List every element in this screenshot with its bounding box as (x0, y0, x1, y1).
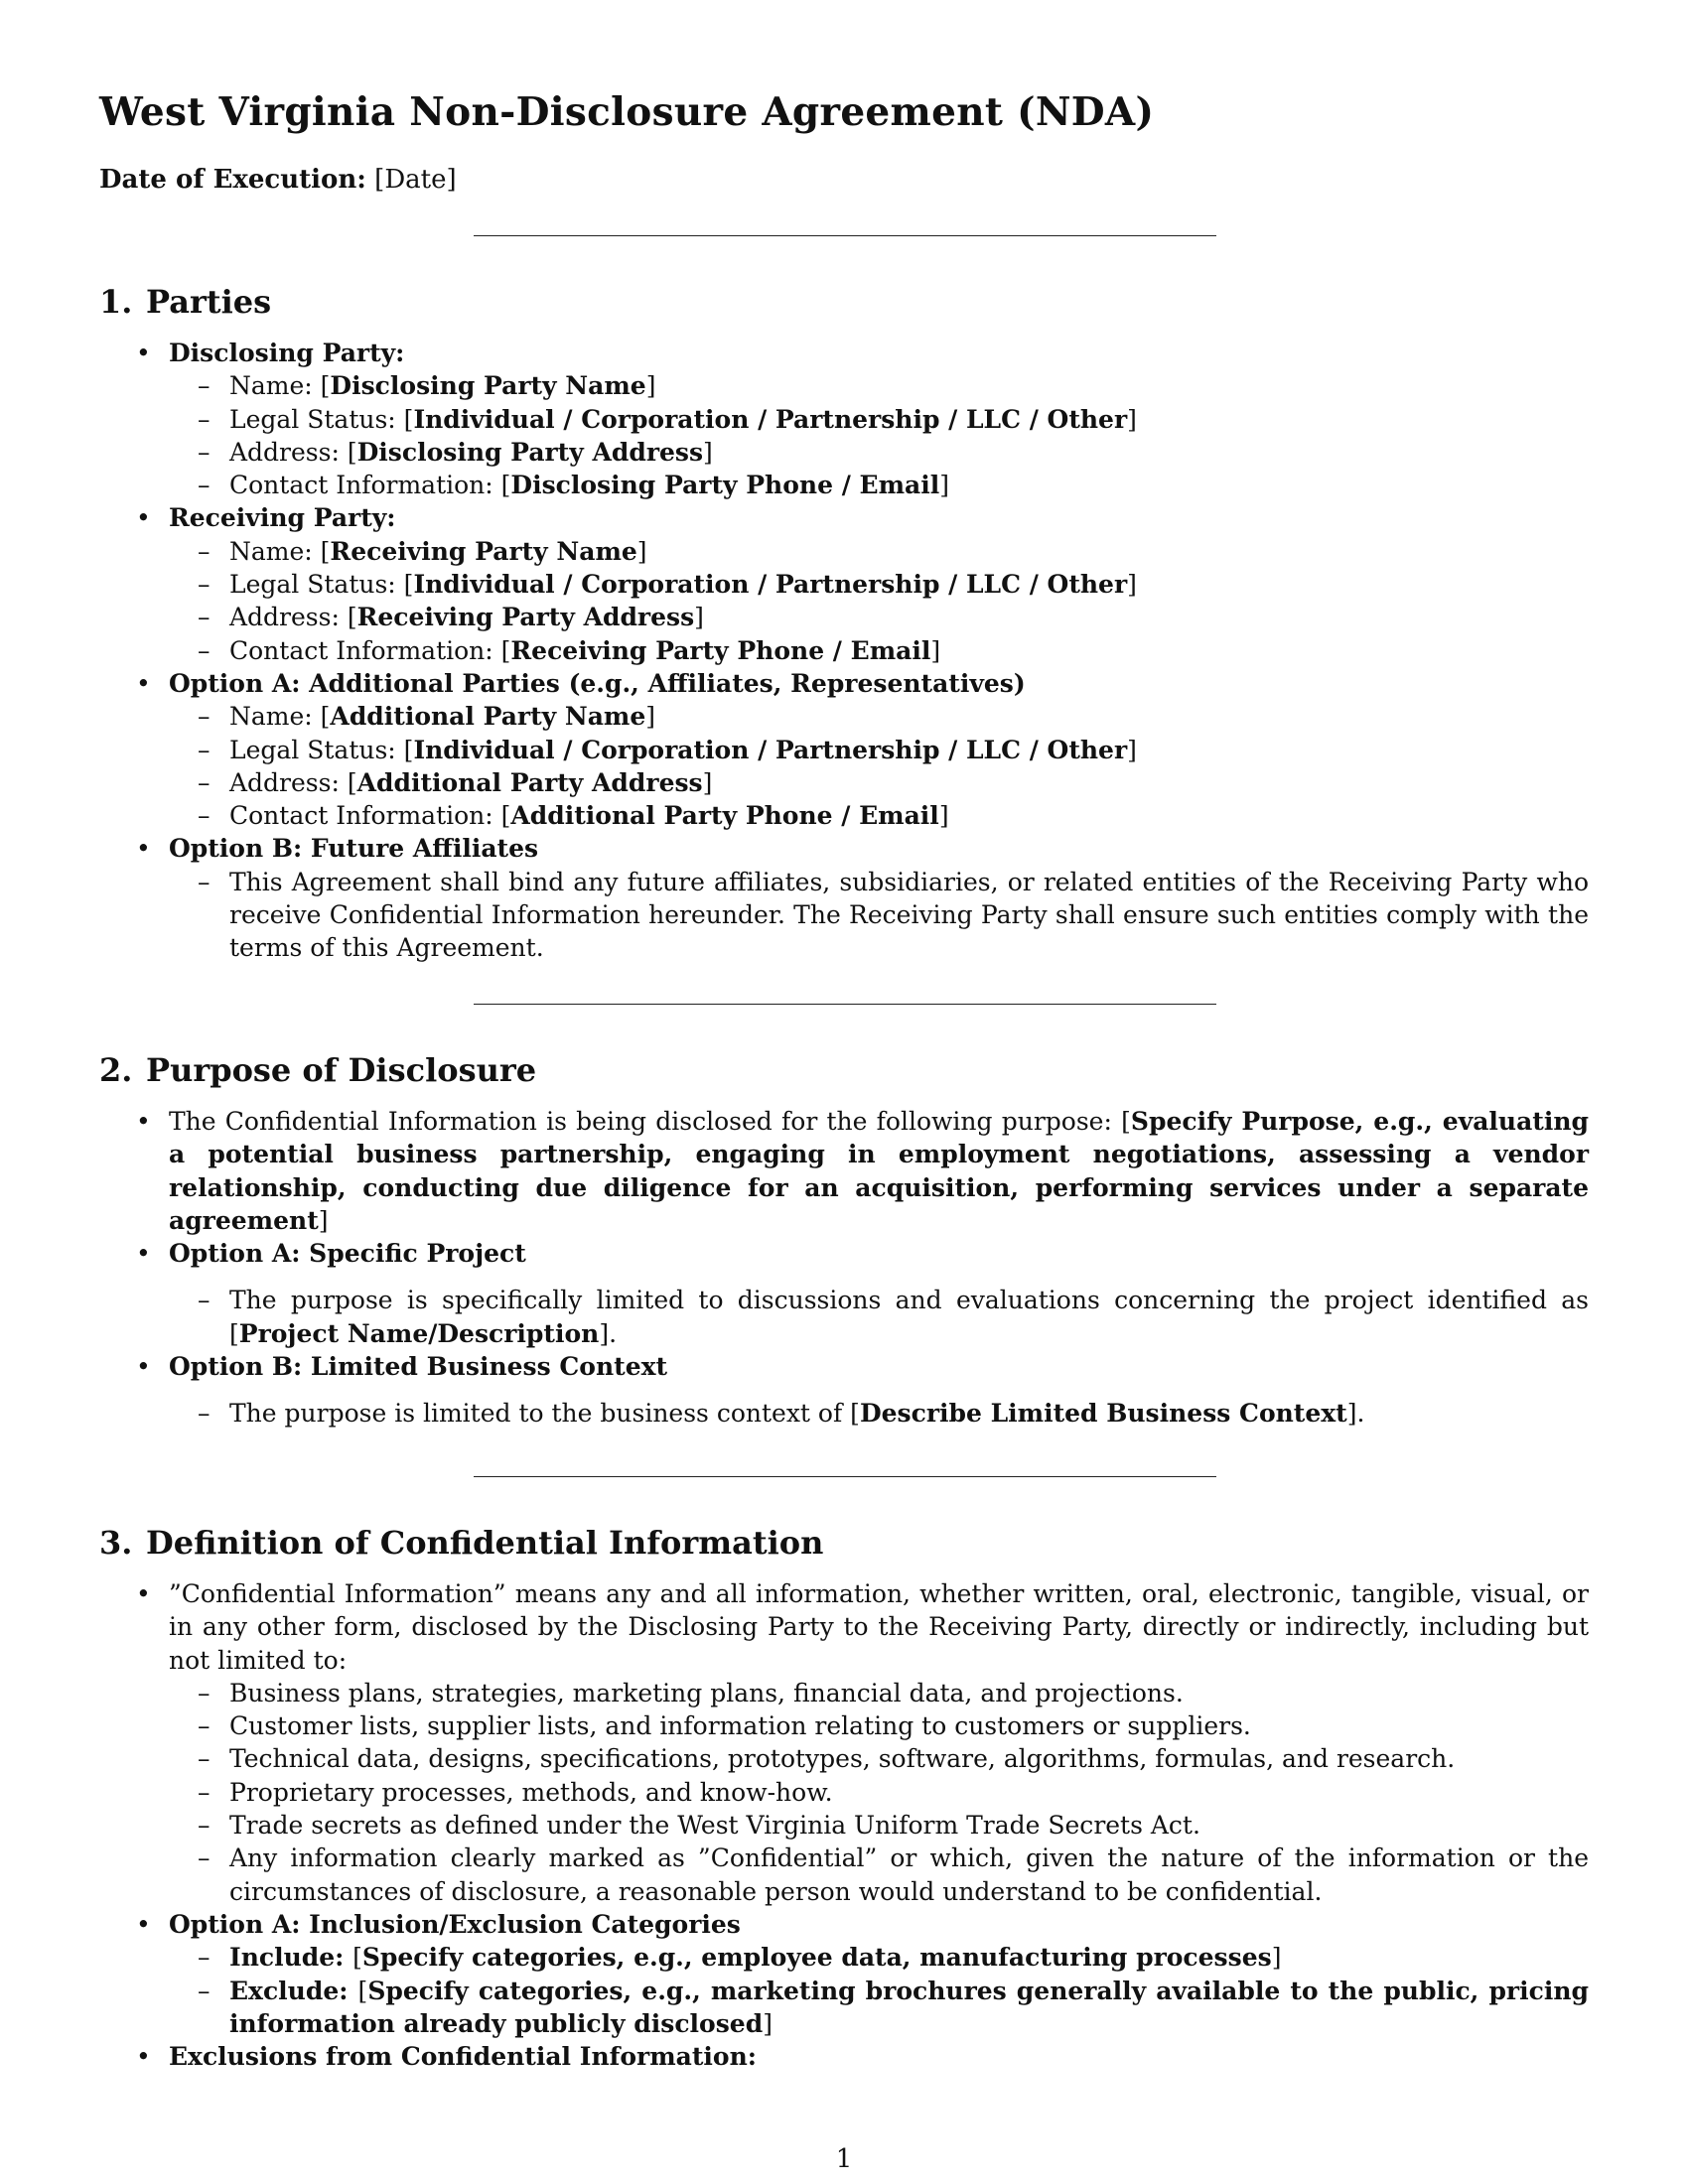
list-item: – Name: [Disclosing Party Name] (169, 369, 1589, 402)
list-item: – Address: [Disclosing Party Address] (169, 436, 1589, 469)
disclosing-party-heading: Disclosing Party: (169, 339, 405, 367)
field-value: Receiving Party Phone / Email (510, 635, 931, 665)
date-label: Date of Execution: (99, 165, 366, 195)
list-item: – Include: [Specify categories, e.g., employee data, manufacturing processes] (169, 1941, 1589, 1974)
field-label: Name: (229, 536, 321, 566)
list-item: – Proprietary processes, methods, and know-how. (169, 1776, 1589, 1809)
section-3-heading (99, 1522, 823, 1564)
field-label: Contact Information: (229, 471, 501, 500)
date-value: [Date] (374, 165, 457, 195)
list-item (0, 337, 1688, 501)
field-value: Disclosing Party Address (356, 437, 704, 467)
field-value: Additional Party Name (330, 702, 646, 732)
field-label: Name: (229, 371, 321, 401)
list-item: • The Confidential Information is being disclosed for the following purpose: [Specify Purpose, e.g., evaluating a potential business partnership, engaging in employment negotiations, assessing a vendor relationship, conducting due diligence for an acquisition, performing services under a separate agreement] (0, 1105, 1688, 1237)
sublist (169, 1677, 1589, 1908)
section-2-heading (99, 1049, 536, 1091)
field-value: Receiving Party Address (356, 603, 695, 632)
field-value: Additional Party Phone / Email (510, 801, 939, 831)
field-label: Contact Information: (229, 635, 501, 665)
include-label: Include: (229, 1943, 353, 1973)
list-item: – Legal Status: [Individual / Corporation / Partnership / LLC / Other] (169, 403, 1589, 436)
date-of-execution (99, 163, 457, 197)
field-value: Individual / Corporation / Partnership / LLC / Other (413, 570, 1128, 600)
field-label: Contact Information: (229, 801, 501, 831)
list-item: – Name: [Additional Party Name] (169, 700, 1589, 733)
sublist (169, 700, 1589, 832)
list-item (0, 1908, 1688, 2040)
option-b-heading: Option B: Limited Business Context (169, 1352, 668, 1382)
exclusions-heading: Exclusions from Confidential Information: (169, 2042, 757, 2072)
option-a-heading: Option A: Additional Parties (e.g., Affiliates, Representatives) (169, 668, 1026, 698)
list-item: – Business plans, strategies, marketing plans, financial data, and projections. (169, 1677, 1589, 1709)
purpose-value: Specify Purpose, e.g., evaluating a potential business partnership, engaging in employment negotiations, assessing a vendor relationship, conducting due diligence for an acquisition, performing services under a separate agreement (169, 1107, 1589, 1235)
list-item: – Legal Status: [Individual / Corporation / Partnership / LLC / Other] (169, 734, 1589, 766)
list-item: – Any information clearly marked as ”Confidential” or which, given the nature of the information or the circumstances of disclosure, a reasonable person would understand to be confidential. (169, 1842, 1589, 1908)
list-item: – The purpose is specifically limited to discussions and evaluations concerning the project identified as [Project Name/Description]. (169, 1284, 1589, 1350)
list-item: – Name: [Receiving Party Name] (169, 535, 1589, 568)
definition-list (0, 1577, 1688, 2073)
option-a-heading: Option A: Inclusion/Exclusion Categories (169, 1909, 741, 1939)
section-divider (474, 1476, 1216, 1477)
list-item (0, 1237, 1688, 1350)
parties-list (0, 337, 1688, 965)
section-divider (474, 235, 1216, 236)
list-item (0, 1577, 1688, 1908)
receiving-party-heading: Receiving Party: (169, 503, 396, 533)
list-item: – Contact Information: [Additional Party Phone / Email] (169, 799, 1589, 832)
field-label: Name: (229, 702, 321, 732)
section-title: Purpose of Disclosure (146, 1051, 537, 1089)
document-title: West Virginia Non-Disclosure Agreement (NDA) (99, 89, 1155, 135)
list-item (0, 2040, 1688, 2073)
option-text: The purpose is limited to the business context of (229, 1399, 851, 1429)
list-item: – Address: [Receiving Party Address] (169, 601, 1589, 633)
sublist (169, 1397, 1589, 1430)
field-value: Receiving Party Name (330, 536, 637, 566)
include-value: Specify categories, e.g., employee data, manufacturing processes (361, 1943, 1272, 1973)
page-number: 1 (835, 2144, 853, 2174)
field-value: Individual / Corporation / Partnership / LLC / Other (413, 404, 1128, 434)
purpose-text: The Confidential Information is being disclosed for the following purpose: (169, 1107, 1122, 1136)
list-item: – Legal Status: [Individual / Corporation / Partnership / LLC / Other] (169, 568, 1589, 601)
field-value: Disclosing Party Name (330, 371, 646, 401)
list-item: – Exclude: [Specify categories, e.g., marketing brochures generally available to the public, pricing information already publicly disclosed] (169, 1975, 1589, 2041)
field-label: Address: (229, 603, 348, 632)
list-item: – Contact Information: [Disclosing Party Phone / Email] (169, 469, 1589, 501)
list-item: – This Agreement shall bind any future affiliates, subsidiaries, or related entities of the Receiving Party who receive Confidential Information hereunder. The Receiving Party shall ensure such entities comply with the terms of this Agreement. (169, 866, 1589, 965)
definition-intro: • ”Confidential Information” means any and all information, whether written, oral, electronic, tangible, visual, or in any other form, disclosed by the Disclosing Party to the Receiving Party, directly or indirectly, including but not limited to: (169, 1579, 1589, 1675)
list-item: – Customer lists, supplier lists, and information relating to customers or suppliers. (169, 1709, 1589, 1742)
list-item (0, 832, 1688, 964)
list-item: – Technical data, designs, specifications, prototypes, software, algorithms, formulas, and research. (169, 1742, 1589, 1775)
section-number: 2. (99, 1051, 133, 1089)
option-value: Project Name/Description (238, 1318, 600, 1348)
purpose-list (0, 1105, 1688, 1431)
list-item (0, 501, 1688, 666)
section-title: Definition of Confidential Information (146, 1524, 824, 1562)
field-label: Legal Status: (229, 404, 404, 434)
section-number: 3. (99, 1524, 133, 1562)
list-item (0, 1350, 1688, 1431)
section-title: Parties (146, 283, 272, 321)
sublist (169, 535, 1589, 667)
option-b-heading: Option B: Future Affiliates (169, 834, 539, 864)
sublist (169, 866, 1589, 965)
sublist (169, 1941, 1589, 2040)
field-value: Additional Party Address (356, 767, 703, 797)
option-text: The purpose is specifically limited to discussions and evaluations concerning the project identified as (229, 1286, 1589, 1315)
list-item: – Trade secrets as defined under the West Virginia Uniform Trade Secrets Act. (169, 1809, 1589, 1842)
section-number: 1. (99, 283, 133, 321)
list-item: – Address: [Additional Party Address] (169, 766, 1589, 799)
section-divider (474, 1004, 1216, 1005)
list-item: – Contact Information: [Receiving Party Phone / Email] (169, 634, 1589, 667)
option-a-heading: Option A: Specific Project (169, 1239, 526, 1269)
list-item (0, 667, 1688, 832)
field-value: Disclosing Party Phone / Email (510, 471, 940, 500)
list-item: – The purpose is limited to the business context of [Describe Limited Business Context]. (169, 1397, 1589, 1430)
section-1-heading (99, 281, 271, 323)
field-label: Legal Status: (229, 735, 404, 764)
option-value: Describe Limited Business Context (859, 1399, 1347, 1429)
field-label: Legal Status: (229, 570, 404, 600)
sublist (169, 369, 1589, 501)
sublist (169, 1284, 1589, 1350)
field-value: Individual / Corporation / Partnership / LLC / Other (413, 735, 1128, 764)
field-label: Address: (229, 437, 348, 467)
exclude-value: Specify categories, e.g., marketing brochures generally available to the public, pricing information already publicly disclosed (229, 1976, 1589, 2038)
field-label: Address: (229, 767, 348, 797)
exclude-label: Exclude: (229, 1976, 358, 2005)
